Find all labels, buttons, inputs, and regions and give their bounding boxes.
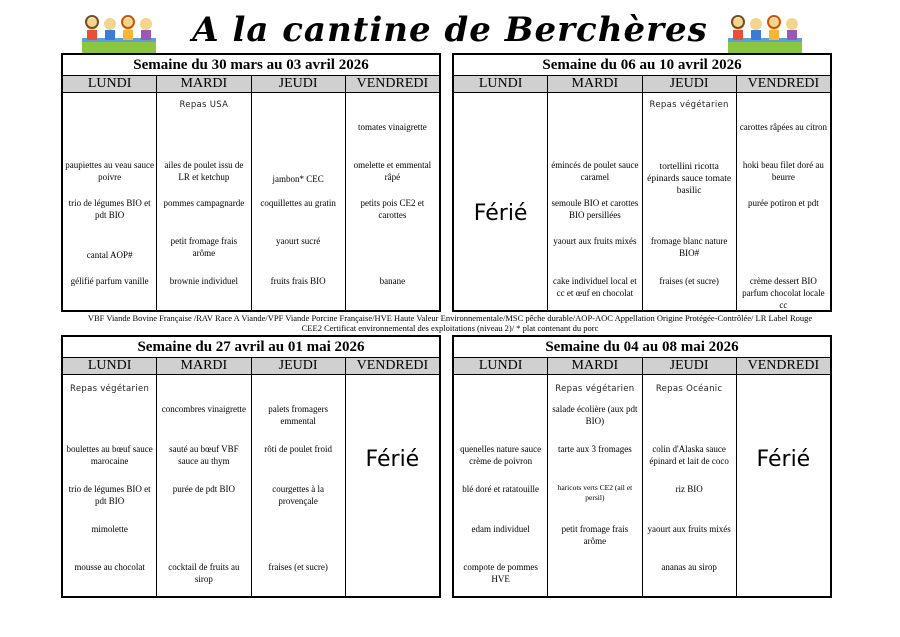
day-column-lundi	[454, 375, 547, 596]
holiday-label: Férié	[756, 447, 811, 472]
page-title: A la cantine de Berchères	[192, 10, 708, 50]
menu-side: courgettes à la provençale	[272, 484, 325, 506]
menu-main: sauté au bœuf VBF sauce au thym	[169, 444, 239, 466]
day-label-vendredi: VENDREDI	[736, 76, 830, 92]
menu-cheese: cantal AOP#	[86, 250, 133, 260]
menu-main: tarte aux 3 fromages	[558, 444, 632, 454]
day-label-vendredi: VENDREDI	[345, 76, 439, 92]
menu-side: coquillettes au gratin	[260, 198, 336, 208]
menu-dessert: fraises (et sucre)	[268, 562, 328, 572]
day-column-lundi	[63, 93, 156, 310]
day-column-vendredi	[345, 93, 439, 310]
menu-main: rôti de poulet froid	[264, 444, 332, 454]
menu-main: émincés de poulet sauce caramel	[551, 160, 639, 182]
menu-main: jambon* CEC	[272, 174, 324, 184]
menu-dessert: banane	[379, 276, 406, 286]
menu-cheese: petit fromage frais arôme	[561, 524, 629, 546]
week-header: Semaine du 30 mars au 03 avril 2026	[63, 55, 439, 76]
menu-dessert: crème dessert BIO parfum chocolat locale cc	[742, 276, 825, 310]
day-column-mardi	[156, 375, 250, 596]
day-label-lundi: LUNDI	[87, 76, 132, 91]
day-header-row	[63, 358, 439, 375]
menu-side: trio de légumes BIO et pdt BIO	[68, 484, 151, 506]
menu-cheese: fromage blanc nature BIO#	[650, 236, 728, 258]
menu-starter: palets fromagers emmental	[268, 404, 328, 426]
menu-side: purée de pdt BIO	[172, 484, 235, 494]
holiday-label: Férié	[365, 447, 420, 472]
week-table-3	[61, 335, 441, 598]
menu-side: purée potiron et pdt	[748, 198, 819, 208]
special-meal-label: Repas végétarien	[555, 384, 635, 394]
day-column-vendredi	[736, 93, 830, 310]
menu-main: tortellini ricotta épinards sauce tomate basilic	[647, 162, 732, 196]
menu-starter: concombres vinaigrette	[161, 404, 246, 414]
menu-cheese: yaourt aux fruits mixés	[647, 524, 731, 534]
menu-dessert: ananas au sirop	[661, 562, 717, 572]
menu-cheese: petit fromage frais arôme	[170, 236, 238, 258]
menu-main: hoki beau filet doré au beurre	[742, 160, 824, 182]
menu-dessert: fruits frais BIO	[270, 276, 326, 286]
day-label-jeudi: JEUDI	[642, 76, 736, 92]
special-meal-label: Repas végétarien	[649, 100, 729, 110]
menu-dessert: gélifié parfum vanille	[70, 276, 149, 286]
week-header: Semaine du 04 au 08 mai 2026	[454, 337, 830, 358]
menu-main: boulettes au bœuf sauce marocaine	[66, 444, 153, 466]
menu-cheese: edam individuel	[471, 524, 530, 534]
holiday-label: Férié	[473, 201, 528, 226]
special-meal-label: Repas USA	[179, 100, 229, 110]
menu-dessert: cocktail de fruits au sirop	[168, 562, 240, 584]
day-label-jeudi: JEUDI	[251, 358, 345, 374]
menu-starter: salade écolière (aux pdt BIO)	[552, 404, 638, 426]
week-header: Semaine du 06 au 10 avril 2026	[454, 55, 830, 76]
menu-starter: tomates vinaigrette	[358, 122, 427, 132]
menu-main: paupiettes au veau sauce poivre	[65, 160, 154, 182]
menu-cheese: yaourt sucré	[276, 236, 321, 246]
menu-dessert: cake individuel local et cc et œuf en chocolat	[553, 276, 637, 298]
menu-side: haricots verts CE2 (ail et persil)	[557, 483, 633, 502]
day-column-mardi	[547, 375, 641, 596]
day-label-vendredi: VENDREDI	[345, 358, 439, 374]
day-column-jeudi	[251, 93, 345, 310]
day-column-jeudi	[642, 93, 736, 310]
day-header-row	[63, 76, 439, 93]
menu-dessert: compote de pommes HVE	[463, 562, 538, 584]
day-column-jeudi	[642, 375, 736, 596]
day-label-mardi: MARDI	[156, 76, 250, 92]
special-meal-label: Repas végétarien	[70, 384, 150, 394]
menu-dessert: fraises (et sucre)	[659, 276, 719, 286]
day-label-mardi: MARDI	[547, 358, 641, 374]
day-column-lundi	[63, 375, 156, 596]
legend-line-2: CEE2 Certificat environnemental des exploitations (niveau 2)/ * plat contenant du porc	[301, 323, 599, 333]
day-header-row	[454, 358, 830, 375]
week-table-1	[61, 53, 441, 312]
menu-side: riz BIO	[675, 484, 703, 494]
menu-starter: carottes râpées au citron	[739, 122, 827, 132]
week-table-2	[452, 53, 832, 312]
menu-side: petits pois CE2 et carottes	[360, 198, 425, 220]
day-label-mardi: MARDI	[547, 76, 641, 92]
day-column-mardi	[156, 93, 250, 310]
legend	[60, 313, 840, 333]
day-label-lundi: LUNDI	[478, 76, 523, 91]
menu-main: ailes de poulet issu de LR et ketchup	[164, 160, 244, 182]
menu-side: trio de légumes BIO et pdt BIO	[68, 198, 151, 220]
menu-main: omelette et emmental râpé	[353, 160, 432, 182]
day-label-jeudi: JEUDI	[251, 76, 345, 92]
day-label-vendredi: VENDREDI	[736, 358, 830, 374]
day-column-mardi	[547, 93, 641, 310]
menu-dessert: brownie individuel	[169, 276, 238, 286]
menu-main: quenelles nature sauce crème de poivron	[460, 444, 542, 466]
menu-dessert: mousse au chocolat	[74, 562, 145, 572]
special-meal-label: Repas Océanic	[655, 384, 723, 394]
children-eating-logo	[82, 14, 156, 54]
day-label-mardi: MARDI	[156, 358, 250, 374]
week-table-4	[452, 335, 832, 598]
menu-side: pommes campagnarde	[163, 198, 245, 208]
day-column-vendredi	[345, 375, 439, 596]
day-column-lundi	[454, 93, 547, 310]
children-eating-logo	[728, 14, 802, 54]
menu-side: blé doré et ratatouille	[462, 484, 539, 494]
week-header: Semaine du 27 avril au 01 mai 2026	[63, 337, 439, 358]
menu-cheese: mimolette	[91, 524, 128, 534]
menu-cheese: yaourt aux fruits mixés	[553, 236, 637, 246]
day-label-lundi: LUNDI	[478, 358, 523, 373]
menu-main: colin d'Alaska sauce épinard et lait de coco	[649, 444, 729, 466]
day-column-jeudi	[251, 375, 345, 596]
legend-line-1: VBF Viande Bovine Française /RAV Race A Viande/VPF Viande Porcine Française/HVE Haute Valeur Environnementale/MSC pêche durable/AOP-AOC Appellation Origine Protégée-Contrôlée/ LR Label Rouge	[87, 313, 813, 323]
menu-side: semoule BIO et carottes BIO persillées	[551, 198, 639, 220]
day-label-jeudi: JEUDI	[642, 358, 736, 374]
day-column-vendredi	[736, 375, 830, 596]
day-header-row	[454, 76, 830, 93]
day-label-lundi: LUNDI	[87, 358, 132, 373]
